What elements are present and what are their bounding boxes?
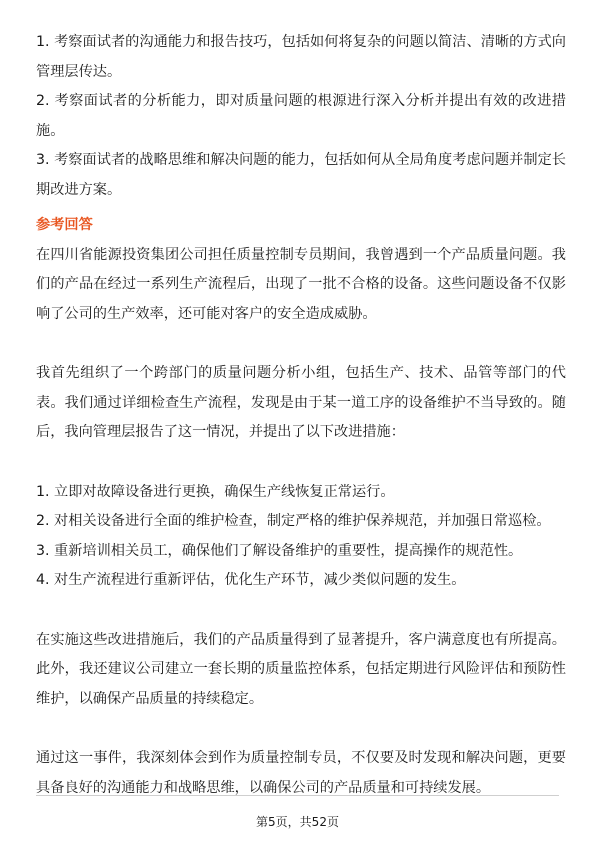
answer-paragraph-2: 我首先组织了一个跨部门的质量问题分析小组，包括生产、技术、品管等部门的代表。我们通过详细检查生产流程，发现是由于某一道工序的设备维护不当导致的。随后，我向管理层报告了这一情况，并提出了以下改进措施： bbox=[36, 365, 566, 440]
measure-item-1: 1. 立即对故障设备进行更换，确保生产线恢复正常运行。 bbox=[36, 483, 395, 500]
closing-paragraph-1: 在实施这些改进措施后，我们的产品质量得到了显著提升，客户满意度也有所提高。此外，我还建议公司建立一套长期的质量监控体系，包括定期进行风险评估和预防性维护，以确保产品质量的持续稳定。 bbox=[36, 631, 566, 707]
answer-paragraph-1: 在四川省能源投资集团公司担任质量控制专员期间，我曾遇到一个产品质量问题。我们的产品在经过一系列生产流程后，出现了一批不合格的设备。这些问题设备不仅影响了公司的生产效率，还可能对客户的安全造成威胁。 bbox=[36, 246, 566, 322]
page-content bbox=[36, 28, 566, 803]
paragraph-gap bbox=[36, 329, 566, 359]
intent-point-2: 2. 考察面试者的分析能力，即对质量问题的根源进行深入分析并提出有效的改进措施。 bbox=[36, 93, 566, 139]
intent-point-3: 3. 考察面试者的战略思维和解决问题的能力，包括如何从全局角度考虑问题并制定长期改进方案。 bbox=[36, 152, 566, 198]
closing-paragraph-2: 通过这一事件，我深刻体会到作为质量控制专员，不仅要及时发现和解决问题，更要具备良好的沟通能力和战略思维，以确保公司的产品质量和可持续发展。 bbox=[36, 750, 566, 796]
measure-item-2: 2. 对相关设备进行全面的维护检查，制定严格的维护保养规范，并加强日常巡检。 bbox=[36, 513, 551, 529]
measure-item-3: 3. 重新培训相关员工，确保他们了解设备维护的重要性，提高操作的规范性。 bbox=[36, 542, 523, 559]
measure-item-4: 4. 对生产流程进行重新评估，优化生产环节，减少类似问题的发生。 bbox=[36, 572, 466, 588]
intent-point-1: 1. 考察面试者的沟通能力和报告技巧，包括如何将复杂的问题以简洁、清晰的方式向管理层传达。 bbox=[36, 34, 566, 80]
page-number: 第5页，共52页 bbox=[256, 815, 339, 829]
paragraph-gap bbox=[36, 714, 566, 744]
paragraph-gap bbox=[36, 596, 566, 626]
answer-heading: 参考回答 bbox=[36, 217, 93, 233]
paragraph-gap bbox=[36, 448, 566, 478]
footer-divider bbox=[36, 795, 559, 796]
